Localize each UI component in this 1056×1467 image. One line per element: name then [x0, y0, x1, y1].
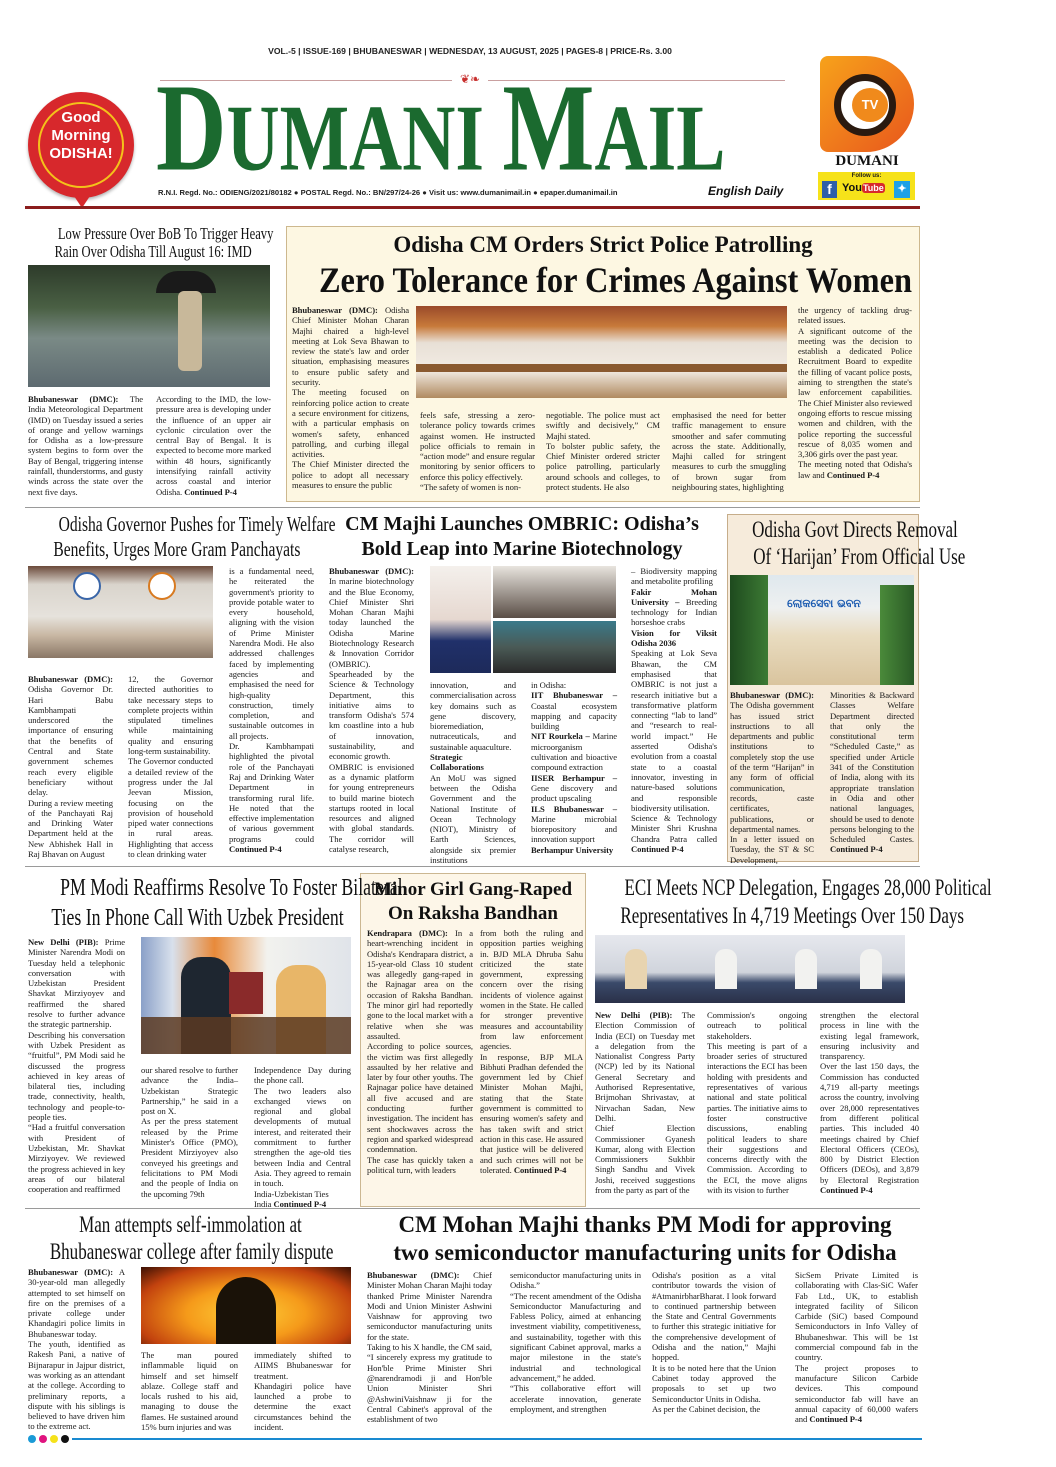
paragraph	[329, 762, 414, 855]
paragraph	[546, 410, 660, 441]
paragraph-text: India-Uzbekistan Ties	[254, 1188, 329, 1199]
subheading: ILS Bhubaneswar –	[531, 803, 617, 814]
paragraph-text: The meeting focused on reinforcing police action to create a secure environment for citizens, with a particular emphasis on women's safety, enhanced patrolling, and curbing illegal activities.	[292, 387, 409, 460]
paragraph-text: The Governor conducted a detailed review of the progress under the Jal Jeevan Mission, focusing on the provision of household piped water connections in rural areas. Highlighting that access to clean drinking water	[128, 756, 213, 860]
paragraph	[367, 1270, 492, 1342]
paragraph-text: The Chief Minister directed the police to adopt all necessary measures to ensure the public	[292, 459, 409, 491]
cm-headline: Zero Tolerance for Crimes Against Women	[318, 260, 913, 300]
dateline: Bhubaneswar (DMC):	[730, 690, 814, 700]
paragraph	[510, 1291, 641, 1384]
registration-dot	[61, 1435, 69, 1443]
paragraph	[798, 326, 912, 460]
paragraph	[254, 1086, 351, 1189]
paragraph-text: Commission's ongoing outreach to political stakeholders.	[707, 1010, 807, 1041]
badge-line: Morning	[51, 127, 111, 144]
paragraph-text: Prime Minister Narendra Modi on Tuesday held a telephonic conversation with Uzbekistan President Shavkat Mirziyoyev and reaffirmed the shared resolve to further advance the strategic partnership.	[28, 937, 125, 1030]
ombric-headline: CM Majhi Launches OMBRIC: Odisha’s Bold Leap into Marine Biotechnology	[345, 513, 699, 560]
paragraph-text: India	[254, 1198, 272, 1209]
subheading: Fakir Mohan University –	[631, 586, 717, 607]
paragraph-text: negotiable. The police must act swiftly and decisively,” CM Majhi stated.	[546, 410, 660, 441]
paragraph	[672, 410, 786, 492]
subheading: IISER Berhampur –	[531, 772, 617, 783]
paragraph	[28, 1267, 125, 1339]
paragraph-text: The youth, identified as Rakesh Pani, a native of Bijnarapur in Jajpur district, was working as an attendant at the college. According to preliminary reports, a dispute with his siblings is believed to have driven him to the extreme act.	[28, 1339, 125, 1432]
minor-headline: Minor Girl Gang-Raped On Raksha Bandhan	[373, 879, 573, 924]
paragraph-text: Minorities & Backward Classes Welfare Department directed that only the constitutional term “Scheduled Caste,” as specified under Article 341 of the Constitution of India, along with its appropriate translation in Odia and other national languages, should be used to denote persons belonging to the Scheduled Castes.	[830, 690, 914, 845]
paragraph-text: The two leaders also exchanged views on regional and global developments of mutual interest, and reiterated their commitment to further strengthen the age-old ties between India and Central Asia. They agreed to remain in touch.	[254, 1085, 351, 1189]
paragraph-text: The Election Commission of India (ECI) on Tuesday met a delegation from the Nationalist Congress Party (NCP) led by its National General Secretary and Authorised Representative, Brijmohan Shrivastav, at Nirvachan Sadan, New Delhi.	[595, 1010, 695, 1123]
paragraph	[329, 669, 414, 762]
paragraph	[128, 674, 213, 756]
paragraph	[652, 1363, 776, 1404]
youtube-icon[interactable]: YouTube	[842, 182, 884, 194]
paragraph	[367, 928, 473, 1041]
continued-link[interactable]: Continued P-4	[513, 1164, 567, 1175]
paragraph	[795, 1270, 918, 1363]
section-divider	[25, 507, 920, 508]
article-column	[156, 394, 271, 497]
paragraph-text: Taking to his X handle, the CM said, “I sincerely express my gratitude to Hon'ble Prime Minister Shri @narendramodi ji and Hon'ble Union Minister Shri @AshwiniVaishnaw ji for the Central Cabinet's approval of the establishment of two	[367, 1342, 492, 1425]
immolation-headline: Man attempts self-immolation at Bhubaneswar college after family dispute	[49, 1212, 334, 1264]
paragraph	[329, 566, 414, 669]
footer-rule	[72, 1438, 922, 1440]
issue-dateline: VOL.-5 | ISSUE-169 | BHUBANESWAR | WEDNESDAY, 13 AUGUST, 2025 | PAGES-8 | PRICE-Rs. 3.00	[268, 46, 672, 56]
paragraph-text: A 30-year-old man allegedly attempted to set himself on fire on the premises of a private college under Khandagiri police limits in Bhubaneswar today.	[28, 1267, 126, 1339]
paragraph-text: As per the press statement released by the Prime Minister's Office (PMO), President Mirziyoyev also conveyed his greetings and felicitations to PM Modi and the people of India on the upcoming 79th	[141, 1116, 238, 1199]
paragraph	[510, 1383, 641, 1414]
paragraph-text: In marine biotechnology and the Blue Economy, Chief Minister Shri Mohan Charan Majhi today launched the Odisha Marine Biotechnology Research & Innovation Corridor (OMBRIC).	[329, 576, 414, 669]
paragraph	[595, 1123, 695, 1195]
lok-seva-bhawan-photo	[730, 575, 914, 685]
paragraph	[480, 1052, 583, 1176]
article-column	[28, 1267, 125, 1432]
article-column	[28, 674, 113, 859]
paragraph	[707, 1010, 807, 1041]
paragraph-text: innovation, and commercialisation across key domains such as gene discovery, bioremediation, nutraceuticals, and sustainable aquaculture.	[430, 680, 516, 752]
paragraph	[531, 845, 617, 855]
paragraph-text: feels safe, stressing a zero-tolerance policy towards crimes against women. He instructed police officials to remain in “action mode” and ensure regular monitoring by senior officers to enforce this policy effectively.	[420, 410, 535, 482]
article-column	[795, 1270, 918, 1424]
modi-headline: PM Modi Reaffirms Resolve To Foster Bilateral Ties In Phone Call With Uzbek President	[51, 875, 403, 931]
paragraph-text: “Had a fruitful conversation with President of Uzbekistan, Mr. Shavkat Mirziyoyev. We reviewed the progress achieved in key areas of our bilateral cooperation and reaffirmed	[28, 1122, 125, 1195]
paragraph	[28, 1122, 125, 1194]
paragraph	[156, 394, 271, 497]
subheading: Berhampur University	[531, 844, 614, 855]
registration-marks	[28, 1435, 69, 1443]
paragraph-text: It is to be noted here that the Union Cabinet today approved the proposals to set up two Semiconductor Units in Odisha.	[652, 1362, 776, 1404]
article-column	[531, 680, 617, 855]
paragraph-text: According to police sources, the victim was first allegedly assaulted by her relative and later by four other youths. The Rajnagar police have detained all five accused and are conducting further investigation. The incident has sent shockwaves across the region and sparked widespread condemnation.	[367, 1041, 473, 1155]
cm-kicker: Odisha CM Orders Strict Police Patrolling	[393, 232, 813, 257]
article-column	[420, 410, 535, 492]
article-column	[730, 690, 814, 865]
paragraph	[531, 680, 617, 690]
follow-us-box	[818, 172, 915, 200]
police-meeting-photo	[416, 306, 787, 398]
article-column	[28, 937, 125, 1194]
paragraph	[292, 305, 409, 387]
paragraph	[367, 1155, 473, 1176]
paragraph	[631, 628, 717, 649]
paragraph	[367, 1342, 492, 1424]
paragraph-text: In a heart-wrenching incident in Odisha's Kendrapara district, a 15-year-old Class 10 student was allegedly gang-raped in the Rajnagar area on the occasion of Raksha Bandhan. The minor girl had reportedly gone to the local market with a relative when she was assaulted.	[367, 928, 474, 1041]
eci-headline: ECI Meets NCP Delegation, Engages 28,000 Political Representatives In 4,719 Meetings Over 150 Days	[620, 875, 992, 928]
continued-link[interactable]: Continued P-4	[826, 469, 880, 480]
paragraph	[730, 834, 814, 865]
paragraph-text: Science & Technology Minister Shri Krushna Chandra Patra called	[631, 813, 717, 844]
paragraph-text: Chief Minister Mohan Charan Majhi today thanked Prime Minister Narendra Modi and Union Minister Ashwini Vaishnaw for approving two semiconductor manufacturing units for the state.	[367, 1270, 492, 1342]
paragraph-text: OMBRIC is envisioned as a dynamic platform for young entrepreneurs to build marine biotech startups rooted in local resources and aligned with global standards. The corridor will catalyse research,	[329, 761, 414, 855]
paragraph-text: Over the last 150 days, the Commission has conducted 4,719 all-party meetings across the country, involving over 28,000 representatives from different political parties. This included 40 meetings chaired by Chief Electoral Officers (CEOs), 800 by District Election Officers (DEOs), and 3,879 by Electoral Registration	[820, 1061, 919, 1185]
paragraph-text: “This collaborative effort will accelerate innovation, generate employment, and strengthen	[510, 1383, 641, 1414]
continued-link[interactable]: Continued P-4	[830, 844, 883, 855]
paragraph-text: our shared resolve to further advance the India–Uzbekistan Strategic Partnership,” he said in a post on X.	[141, 1065, 238, 1117]
subheading: IIT Bhubaneswar –	[531, 690, 617, 701]
paragraph	[546, 441, 660, 492]
paragraph	[28, 674, 113, 798]
paragraph-text: Spearheaded by the Science & Technology Department, this initiative aims to transform Odisha's 574 km coastline into a hub of innovation, sustainability, and economic growth.	[329, 668, 414, 762]
article-column	[292, 305, 409, 490]
paragraph	[28, 1030, 125, 1123]
paragraph	[430, 773, 516, 866]
paragraph	[631, 566, 717, 587]
paragraph	[28, 937, 125, 1030]
paragraph	[798, 305, 912, 326]
paragraph-text: in Odisha:	[531, 680, 567, 690]
harijan-headline: Odisha Govt Directs Removal Of ‘Harijan’ From Official Use	[752, 517, 966, 569]
masthead-rule	[25, 206, 920, 209]
paragraph-text: The man poured inflammable liquid on himself and set himself ablaze. College staff and locals rushed to his aid, managing to douse the flames. He sustained around 15% burn injuries and was	[141, 1350, 238, 1433]
paragraph	[652, 1270, 776, 1363]
paragraph-text: As per the Cabinet decision, the	[652, 1403, 761, 1414]
hand-silhouette	[216, 1277, 276, 1344]
paragraph	[254, 1381, 351, 1432]
paragraph-text: The project proposes to manufacture Silicon Carbide devices. This compound semiconductor fab will have an annual capacity of 60,000 wafers and	[795, 1362, 918, 1425]
paragraph	[254, 1350, 351, 1381]
paragraph-text: Marine microbial biorepository and innovation support	[531, 813, 617, 845]
umbrella-icon	[156, 271, 216, 293]
paragraph	[229, 741, 314, 854]
paragraph-text: In response, BJP MLA Bibhuti Pradhan defended the government led by Chief Minister Mohan Majhi, stating that the State government is committed to ensuring women's safety and has taken swift and strict action in this case. He assured that justice will be delivered and such crimes will not be tolerated.	[480, 1051, 583, 1175]
dateline: New Delhi (PIB):	[595, 1010, 673, 1020]
badge-line: ODISHA!	[49, 145, 113, 162]
article-column	[652, 1270, 776, 1414]
article-column	[546, 410, 660, 492]
paragraph	[28, 394, 143, 497]
paragraph	[367, 1041, 473, 1154]
continued-link[interactable]: Continued P-4	[229, 844, 282, 855]
tv-brand: DUMANI	[835, 153, 899, 169]
article-column	[141, 1350, 238, 1432]
paragraph	[652, 1404, 776, 1414]
paragraph-text: Odisha Governor Dr. Hari Babu Kambhampati underscored the importance of ensuring that the benefits of Central and State government schemes reach every eligible beneficiary without delay.	[28, 684, 113, 798]
article-column	[254, 1065, 351, 1209]
paragraph-text: The case has quickly taken a political turn, with leaders	[367, 1154, 473, 1175]
article-column	[141, 1065, 238, 1199]
article-column	[128, 674, 213, 859]
paragraph-text: Independence Day during the phone call.	[254, 1065, 351, 1086]
paragraph	[128, 756, 213, 859]
registration-dot	[39, 1435, 47, 1443]
dateline: Kendrapara (DMC):	[367, 928, 448, 938]
dateline: Bhubaneswar (DMC):	[28, 394, 119, 404]
paragraph-text: is a fundamental need, he reiterated the government's priority to provide potable water to every household, aligning with the vision of Prime Minister Narendra Modi. He also addressed challenges faced by implementing agencies and emphasised the need for high-quality construction, timely completion, and sustainable outcomes in all projects.	[229, 566, 314, 741]
article-column	[254, 1350, 351, 1432]
paragraph-text: This meeting is part of a broader series of structured interactions the ECI has been holding with presidents and representatives of various national and state political parties. The initiative aims to foster constructive discussions, enabling political leaders to share their suggestions and concerns directly with the Commission. According to the ECI, the move aligns with its vision to further	[707, 1040, 807, 1196]
dateline: Bhubaneswar (DMC):	[28, 674, 113, 684]
paragraph-text: immediately shifted to AIIMS Bhubaneswar for treatment.	[254, 1350, 351, 1381]
paragraph-text: Odisha's position as a vital contributor towards the vision of #AtmanirbharBharat. I look forward to continued partnership between the State and Central Governments to further this strategic initiative for the comprehensive development of Odisha and the nation,” Majhi hopped.	[652, 1270, 776, 1363]
registration-dot	[28, 1435, 36, 1443]
article-column	[430, 680, 516, 865]
paragraph	[292, 387, 409, 459]
continued-link[interactable]: Continued P-4	[809, 1414, 862, 1425]
article-column	[798, 305, 912, 480]
paragraph	[254, 1189, 351, 1199]
article-column	[631, 566, 717, 854]
registration-dot	[50, 1435, 58, 1443]
ornament-icon: ❦❧	[452, 72, 488, 86]
paragraph	[229, 566, 314, 741]
paragraph	[430, 752, 516, 773]
governor-meeting-photo	[28, 566, 213, 658]
paragraph	[830, 690, 914, 855]
fire-hand-photo	[141, 1267, 351, 1344]
paragraph-text: “The safety of women is non-	[420, 482, 521, 493]
tv-icon: TV	[852, 88, 888, 122]
paragraph	[420, 410, 535, 482]
paragraph	[531, 804, 617, 845]
semiconductor-headline: CM Mohan Majhi thanks PM Modi for approving two semiconductor manufacturing units for Odisha	[393, 1212, 897, 1265]
paragraph	[730, 690, 814, 834]
ombric-launch-photo	[430, 566, 616, 673]
article-column	[28, 394, 143, 497]
article-column	[367, 1270, 492, 1424]
paragraph	[531, 773, 617, 804]
paragraph	[28, 798, 113, 860]
paragraph-text: Gene discovery and product upscaling	[531, 782, 617, 804]
paragraph-text: The India Meteorological Department (IMD) on Tuesday issued a series of orange and yellow warnings for Odisha as a low-pressure system begins to form over the Bay of Bengal, triggering intense rainfall, thunderstorms, and gusty winds across the state over the next five days.	[28, 394, 143, 497]
paragraph-text: – Biodiversity mapping and metabolite profiling	[631, 566, 717, 587]
paragraph-text: Marine microorganism cultivation and bioactive compound extraction	[531, 731, 617, 773]
paragraph	[795, 1363, 918, 1425]
paragraph	[420, 482, 535, 492]
governor-headline: Odisha Governor Pushes for Timely Welfare Benefits, Urges More Gram Panchayats	[53, 512, 336, 561]
paragraph	[28, 1339, 125, 1432]
paragraph	[430, 680, 516, 752]
subheading: NIT Rourkela –	[531, 731, 590, 742]
paragraph-text: Dr. Kambhampati highlighted the pivotal role of the Panchayati Raj and Drinking Water Department in transforming rural life. He noted that the effective implementation of various government programs could	[229, 741, 314, 844]
paragraph-text: According to the IMD, the low-pressure area is developing under the influence of an upper air cyclonic circulation over the central Bay of Bengal. It is expected to become more marked within 48 hours, significantly intensifying rainfall activity across coastal and interior Odisha.	[156, 394, 271, 497]
rain-photo	[28, 265, 270, 387]
newspaper-title: DUMANI MAIL	[156, 58, 726, 197]
article-column	[229, 566, 314, 854]
paragraph-text: An MoU was signed between the Odisha Government and the National Institute of Ocean Technology (NIOT), Ministry of Earth Sciences, alongside six premier institutions	[430, 772, 516, 866]
follow-label: Follow us:	[851, 173, 882, 179]
paragraph	[531, 690, 617, 731]
section-divider	[25, 1208, 920, 1209]
paragraph	[292, 459, 409, 490]
twitter-icon[interactable]: ✦	[894, 181, 910, 198]
paragraph-text: emphasised the need for better traffic management to ensure smoother and safer commuting across the state. Additionally, Majhi called for stringent measures to curb the smuggling of brown sugar from neighbouring states, highlighting	[672, 410, 786, 493]
paragraph-text: Khandagiri police have launched a probe to determine the exact circumstances behind the incident.	[254, 1380, 351, 1433]
paragraph-text: semiconductor manufacturing units in Odisha.”	[510, 1270, 641, 1291]
paragraph	[820, 1061, 919, 1195]
paragraph	[631, 587, 717, 628]
paragraph	[141, 1116, 238, 1198]
paragraph	[631, 813, 717, 854]
paragraph	[631, 648, 717, 813]
paragraph-text: A significant outcome of the meeting was the decision to establish a dedicated Police Recruitment Board to expedite the filling of vacant police posts, aiming to strengthen the state's law enforcement capabilities. The Chief Minister also reviewed ongoing efforts to rescue missing women and children, with the police reporting the successful rescue of 8,035 women and 3,306 girls over the past year.	[798, 325, 912, 460]
paragraph-text: To bolster public safety, the Chief Minister ordered stricter police patrolling, particularly around schools and colleges, to protect students. He also	[546, 440, 660, 493]
dumani-tv-logo[interactable]	[820, 56, 914, 152]
section-divider	[25, 866, 920, 867]
continued-link[interactable]: Continued P-4	[184, 486, 237, 497]
paragraph-text: Chief Election Commissioner Gyanesh Kumar, along with Election Commissioners Sukhbir Singh Sandhu and Vivek Joshi, received suggestions from the party as part of the	[595, 1123, 695, 1196]
article-column	[707, 1010, 807, 1195]
paragraph-text: the urgency of tackling drug-related issues.	[798, 305, 912, 326]
paragraph-text: In a letter issued on Tuesday, the ST & SC Development,	[730, 834, 814, 865]
paragraph	[707, 1041, 807, 1195]
paragraph-text: “The recent amendment of the Odisha Semiconductor Manufacturing and Fabless Policy, aimed at enhancing investment viability, competitiveness, and sustainability, together with this significant Cabinet approval, marks a major milestone in the state's industrial and technological advancement,” he added.	[510, 1290, 641, 1383]
facebook-icon[interactable]: f	[822, 181, 837, 198]
eci-meeting-photo	[595, 935, 905, 1003]
registration-line: R.N.I. Regd. No.: ODIENG/2021/80182 ● POSTAL Regd. No.: BN/297/24-26 ● Visit us: www.dumanimail.in ● epaper.dumanimail.in	[158, 188, 618, 197]
paragraph-text: During a review meeting of the Panchayati Raj and Drinking Water Department held at the New Abhishek Hall in Raj Bhavan on August	[28, 797, 113, 860]
paragraph	[480, 928, 583, 1052]
paragraph	[141, 1350, 238, 1432]
paragraph	[254, 1065, 351, 1086]
paragraph-text: Coastal ecosystem mapping and capacity building	[531, 700, 617, 732]
article-column	[367, 928, 473, 1175]
imd-headline: Low Pressure Over BoB To Trigger Heavy Rain Over Odisha Till August 16: IMD	[54, 224, 274, 261]
paragraph-text: SicSem Private Limited is collaborating with Clas-SiC Wafer Fab Ltd., UK, to establish integrated facility of Silicon Carbide (SiC) based Compound Semiconductors in Info Valley of Bhubaneshwar. This will be 1st commercial compound fab in the country.	[795, 1270, 918, 1363]
continued-link[interactable]: Continued P-4	[273, 1198, 327, 1209]
article-column	[329, 566, 414, 854]
article-column	[672, 410, 786, 492]
paragraph-text: The meeting noted that Odisha's law and	[798, 459, 912, 480]
article-column	[480, 928, 583, 1175]
badge-line: Good	[61, 109, 101, 126]
dateline: New Delhi (PIB):	[28, 937, 99, 947]
paragraph-text: 12, the Governor directed authorities to take necessary steps to complete projects within stipulated timelines while maintaining quality and ensuring long-term sustainability.	[128, 674, 213, 757]
paragraph-text: Describing his conversation with Uzbek President as “fruitful”, PM Modi said he discussed the progress achieved in key areas of bilateral ties, including trade, connectivity, health, technology and people-to-people ties.	[28, 1029, 125, 1123]
modi-mirziyoyev-photo	[141, 937, 351, 1054]
article-column	[830, 690, 914, 855]
dateline: Bhubaneswar (DMC):	[28, 1267, 114, 1277]
paragraph	[510, 1270, 641, 1291]
paragraph-text: The Odisha government has issued strict instructions to all departments and public institutions to completely stop the use of the term “Harijan” in any form of official communication, records, caste certificates, publications, or departmental names.	[730, 700, 814, 834]
continued-link[interactable]: Continued P-4	[631, 844, 684, 855]
paragraph-text: from both the ruling and opposition parties weighing in. BJD MLA Dhruba Sahu criticized the state government, expressing concern over the rising incidents of violence against women in the State. He called for stronger preventive measures and accountability from law enforcement agencies.	[480, 928, 583, 1052]
article-column	[595, 1010, 695, 1195]
subheading: Vision for Viksit Odisha 2036	[631, 627, 717, 649]
paragraph	[798, 459, 912, 480]
good-morning-badge	[28, 92, 134, 198]
paragraph-text: Breeding technology for Indian horseshoe crabs	[631, 596, 717, 628]
paragraph	[254, 1199, 351, 1209]
paragraph	[595, 1010, 695, 1123]
paragraph-text: Odisha Chief Minister Mohan Charan Majhi chaired a high-level meeting at Lok Seva Bhawan to review the state's law and order situation, emphasising measures to ensure public safety and security.	[292, 305, 409, 388]
paragraph	[820, 1010, 919, 1061]
article-column	[510, 1270, 641, 1414]
subheading: Strategic Collaborations	[430, 752, 484, 773]
paragraph-text: strengthen the electoral process in line with the existing legal framework, ensuring inclusivity and transparency.	[820, 1010, 919, 1062]
continued-link[interactable]: Continued P-4	[820, 1185, 873, 1196]
paragraph-text: Speaking at Lok Seva Bhawan, the CM emphasised that OMBRIC is not just a research initiative but a transformative platform connecting “lab to land” and “research to real-world impact.” He asserted Odisha's evolution from a coastal state to a coastal innovator, investing in nature-based solutions and responsible biodiversity utilisation.	[631, 648, 717, 813]
article-column	[820, 1010, 919, 1195]
dateline: Bhubaneswar (DMC):	[367, 1270, 460, 1280]
dateline: Bhubaneswar (DMC):	[329, 566, 414, 576]
paragraph	[531, 731, 617, 772]
paragraph	[141, 1065, 238, 1116]
dateline: Bhubaneswar (DMC):	[292, 305, 378, 315]
building-sign: ଲୋକସେବା ଭବନ	[787, 597, 861, 610]
tagline: English Daily	[708, 184, 784, 198]
